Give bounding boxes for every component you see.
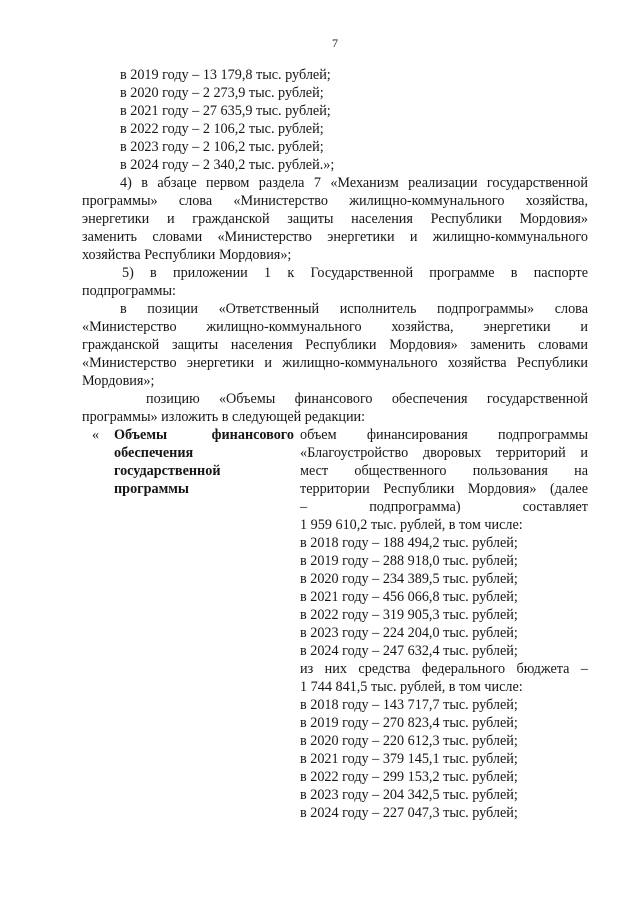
table-right-cell-text-line: мест общественного пользования на [300, 463, 588, 479]
table-right-cell-text-line: в 2019 году – 270 823,4 тыс. рублей; [300, 715, 518, 731]
body-text-line: в 2022 году – 2 106,2 тыс. рублей; [120, 121, 324, 137]
table-right-cell-text-line: в 2019 году – 288 918,0 тыс. рублей; [300, 553, 518, 569]
table-right-cell-text-line: в 2020 году – 234 389,5 тыс. рублей; [300, 571, 518, 587]
body-text-line: в позиции «Ответственный исполнитель подпрограммы» слова [120, 301, 588, 317]
table-right-cell-text-line: – подпрограмма) составляет [300, 499, 588, 515]
body-text-line: хозяйства Республики Мордовия»; [82, 247, 292, 263]
table-right-cell-text-line: объем финансирования подпрограммы [300, 427, 588, 443]
body-text-line: в 2020 году – 2 273,9 тыс. рублей; [120, 85, 324, 101]
table-right-cell-text-line: в 2024 году – 227 047,3 тыс. рублей; [300, 805, 518, 821]
table-right-cell-text-line: в 2018 году – 143 717,7 тыс. рублей; [300, 697, 518, 713]
body-text-line: «Министерство энергетики и жилищно-коммунального хозяйства Республики [82, 355, 588, 371]
body-text-line: 5) в приложении 1 к Государственной программе в паспорте [122, 265, 588, 281]
body-text-line: в 2024 году – 2 340,2 тыс. рублей.»; [120, 157, 335, 173]
body-text-line: Мордовия»; [82, 373, 155, 389]
table-right-cell-text-line: в 2024 году – 247 632,4 тыс. рублей; [300, 643, 518, 659]
body-text-line: энергетики и гражданской защиты населения Республики Мордовия» [82, 211, 588, 227]
table-right-cell-text-line: в 2021 году – 379 145,1 тыс. рублей; [300, 751, 518, 767]
body-text-line: «Министерство жилищно-коммунального хозяйства, энергетики и [82, 319, 588, 335]
body-text-line: гражданской защиты населения Республики Мордовия» заменить словами [82, 337, 588, 353]
body-text-line: заменить словами «Министерство энергетики и жилищно-коммунального [82, 229, 588, 245]
table-quote-mark: « [92, 427, 100, 443]
body-text-line: в 2021 году – 27 635,9 тыс. рублей; [120, 103, 331, 119]
body-text-line: программы» слова «Министерство жилищно-коммунального хозяйства, [82, 193, 588, 209]
table-right-cell-text-line: в 2018 году – 188 494,2 тыс. рублей; [300, 535, 518, 551]
table-right-cell-text-line: из них средства федерального бюджета – [300, 661, 588, 677]
table-right-cell-text-line: в 2020 году – 220 612,3 тыс. рублей; [300, 733, 518, 749]
table-right-cell-text-line: в 2022 году – 299 153,2 тыс. рублей; [300, 769, 518, 785]
table-right-cell-text-line: в 2022 году – 319 905,3 тыс. рублей; [300, 607, 518, 623]
table-right-cell-text-line: в 2021 году – 456 066,8 тыс. рублей; [300, 589, 518, 605]
table-right-cell-text-line: 1 744 841,5 тыс. рублей, в том числе: [300, 679, 523, 695]
table-right-cell-text-line: в 2023 году – 224 204,0 тыс. рублей; [300, 625, 518, 641]
body-text-line: позицию «Объемы финансового обеспечения государственной [146, 391, 588, 407]
body-text-line: в 2019 году – 13 179,8 тыс. рублей; [120, 67, 331, 83]
body-text-line: в 2023 году – 2 106,2 тыс. рублей; [120, 139, 324, 155]
body-text-line: 4) в абзаце первом раздела 7 «Механизм реализации государственной [120, 175, 588, 191]
table-right-cell-text-line: в 2023 году – 204 342,5 тыс. рублей; [300, 787, 518, 803]
table-left-cell-text-line: государственной [114, 463, 221, 479]
table-left-cell-text-line: программы [114, 481, 189, 497]
body-text-line: подпрограммы: [82, 283, 176, 299]
page-number: 7 [332, 36, 338, 50]
table-right-cell-text-line: территории Республики Мордовия» (далее [300, 481, 588, 497]
table-right-cell-text-line: 1 959 610,2 тыс. рублей, в том числе: [300, 517, 523, 533]
table-left-cell-text-line: Объемы финансового [114, 427, 294, 443]
body-text-line: программы» изложить в следующей редакции: [82, 409, 366, 425]
table-right-cell-text-line: «Благоустройство дворовых территорий и [300, 445, 588, 461]
table-left-cell-text-line: обеспечения [114, 445, 194, 461]
